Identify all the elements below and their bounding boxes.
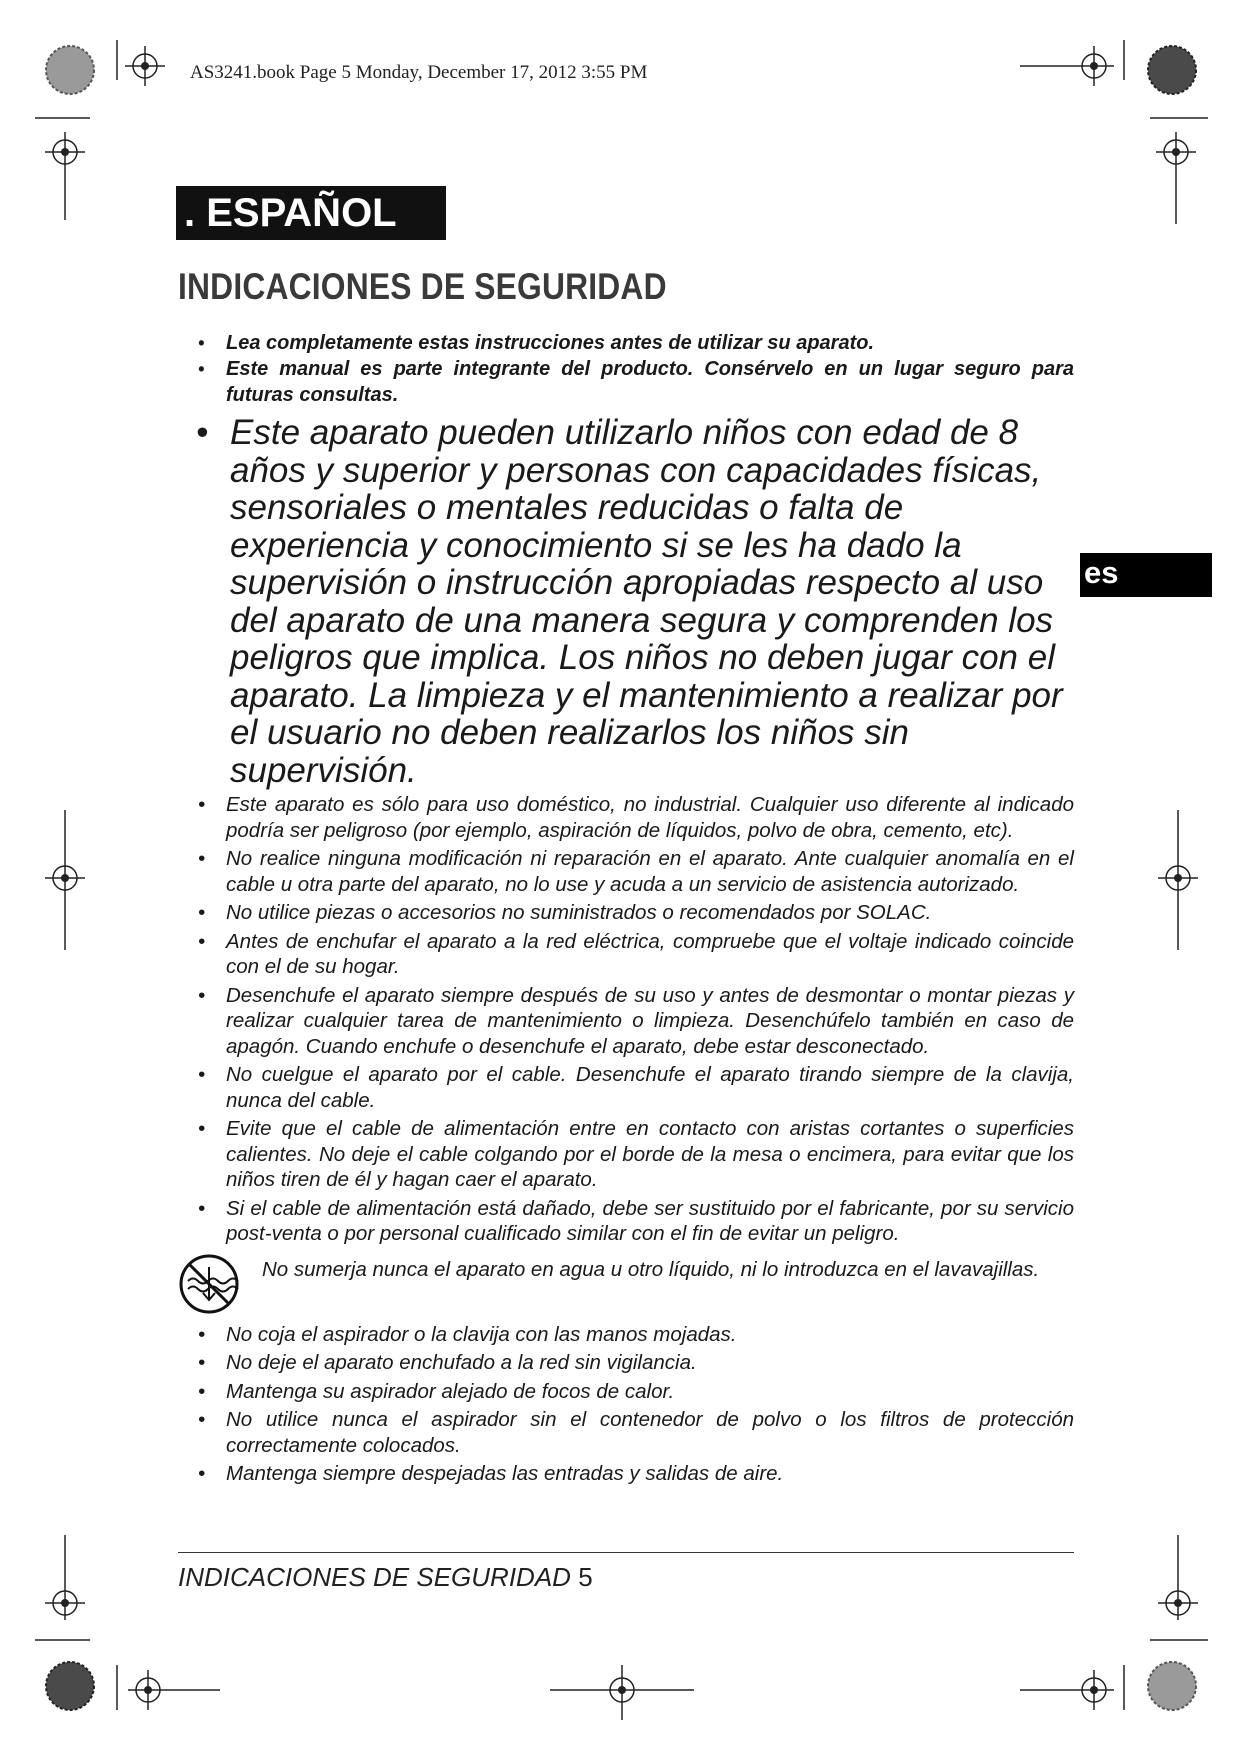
water-warning bbox=[198, 1253, 1074, 1319]
list-item: • No deje el aparato enchufado a la red sin vigilancia. bbox=[198, 1350, 1074, 1376]
list-item: • Desenchufe el aparato siempre después de su uso y antes de desmontar o montar piezas y realizar cualquier tarea de mantenimiento o limpieza. Desenchúfelo también en caso de apagón. Cuando enchufe o desenchufe el aparato, debe estar desconectado. bbox=[198, 983, 1074, 1060]
language-banner: . ESPAÑOL bbox=[176, 186, 446, 240]
list-item: • Mantenga siempre despejadas las entradas y salidas de aire. bbox=[198, 1461, 1074, 1487]
list-item: • Mantenga su aspirador alejado de focos de calor. bbox=[198, 1379, 1074, 1405]
footer-section: INDICACIONES DE SEGURIDAD bbox=[178, 1562, 571, 1592]
water-warning-text: No sumerja nunca el aparato en agua u otro líquido, ni lo introduzca en el lavavajillas. bbox=[262, 1257, 1040, 1281]
list-item: • Lea completamente estas instrucciones antes de utilizar su aparato. bbox=[198, 330, 1074, 356]
list-item: • No realice ninguna modificación ni reparación en el aparato. Ante cualquier anomalía en el cable u otra parte del aparato, no lo use y acuda a un servicio de asistencia autorizado. bbox=[198, 846, 1074, 897]
list-item: • No coja el aspirador o la clavija con las manos mojadas. bbox=[198, 1322, 1074, 1348]
footer bbox=[178, 1562, 593, 1593]
safety-list bbox=[198, 792, 1074, 1247]
intro-list bbox=[198, 330, 1074, 408]
page-number: 5 bbox=[578, 1562, 593, 1592]
list-item: • Evite que el cable de alimentación entre en contacto con aristas cortantes o superficies calientes. No deje el cable colgando por el borde de la mesa o encimera, para evitar que los niños tiren de él y hagan caer el aparato. bbox=[198, 1116, 1074, 1193]
list-item: • Este manual es parte integrante del producto. Consérvelo en un lugar seguro para futuras consultas. bbox=[198, 356, 1074, 408]
list-item: • No cuelgue el aparato por el cable. Desenchufe el aparato tirando siempre de la clavija, nunca del cable. bbox=[198, 1062, 1074, 1113]
no-immersion-icon bbox=[178, 1253, 240, 1315]
footer-divider bbox=[178, 1552, 1074, 1553]
highlight-list bbox=[198, 414, 1074, 789]
list-item: • No utilice piezas o accesorios no suministrados o recomendados por SOLAC. bbox=[198, 900, 1074, 926]
list-item: • Antes de enchufar el aparato a la red eléctrica, compruebe que el voltaje indicado coincide con el de su hogar. bbox=[198, 929, 1074, 980]
language-tab: es bbox=[1080, 553, 1212, 597]
page-title: INDICACIONES DE SEGURIDAD bbox=[178, 266, 667, 307]
list-item: • Si el cable de alimentación está dañado, debe ser sustituido por el fabricante, por su servicio post-venta o por personal cualificado similar con el fin de evitar un peligro. bbox=[198, 1196, 1074, 1247]
highlight-item: • Este aparato pueden utilizarlo niños con edad de 8 años y superior y personas con capacidades físicas, sensoriales o mentales reducidas o falta de experiencia y conocimiento si se les ha dado la supervisión o instrucción apropiadas respecto al uso del aparato de una manera segura y comprenden los peligros que implica. Los niños no deben jugar con el aparato. La limpieza y el mantenimiento a realizar por el usuario no deben realizarlos los niños sin supervisión. bbox=[198, 414, 1074, 789]
safety-content bbox=[198, 330, 1074, 1487]
list-item: • No utilice nunca el aspirador sin el contenedor de polvo o los filtros de protección correctamente colocados. bbox=[198, 1407, 1074, 1458]
list-item: • Este aparato es sólo para uso doméstico, no industrial. Cualquier uso diferente al indicado podría ser peligroso (por ejemplo, aspiración de líquidos, polvo de obra, cemento, etc). bbox=[198, 792, 1074, 843]
final-list bbox=[198, 1322, 1074, 1487]
print-header: AS3241.book Page 5 Monday, December 17, 2012 3:55 PM bbox=[190, 62, 648, 83]
